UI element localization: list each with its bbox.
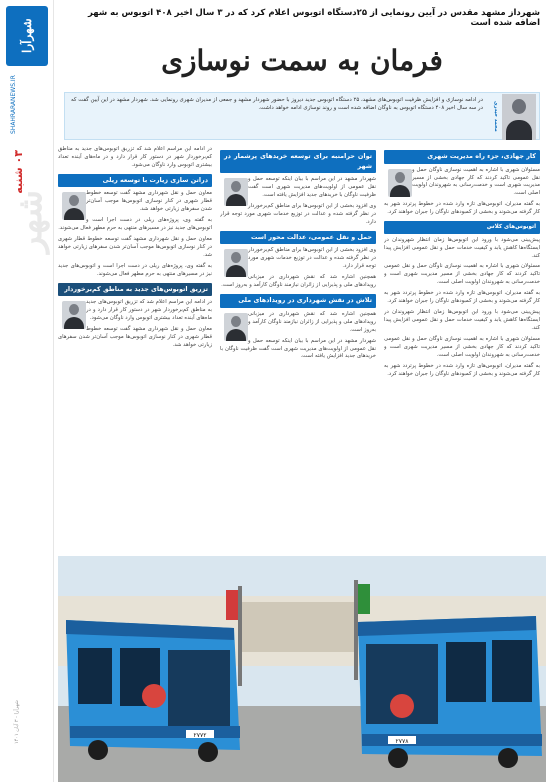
speaker-photo — [224, 178, 248, 206]
speaker-photo — [388, 169, 412, 197]
bus-photo — [58, 556, 546, 782]
column-middle — [220, 146, 376, 550]
body-paragraph: شهردار مشهد در این مراسم با بیان اینکه توسعه حمل و نقل عمومی از اولویت‌های مدیریت شهری است گفت ظرفیت ناوگان با خریدهای جدید افزایش یافته است. — [220, 337, 376, 360]
speaker-photo — [62, 301, 86, 329]
section-heading: توان حرامنبه برای توسعه خریدهای پرشمار در شهر — [220, 150, 376, 173]
column-right — [384, 146, 540, 550]
body-paragraph: وی افزود بخشی از این اتوبوس‌ها برای مناطق کم‌برخوردار در نظر گرفته شده و عدالت در توزیع خدمات شهری مورد توجه قرار دارد. — [248, 247, 376, 270]
flag-pole — [238, 586, 242, 686]
speaker-photo — [62, 192, 86, 220]
body-paragraph: همچنین اشاره شد که نقش شهرداری در میزبانی رویدادهای ملی و پذیرایی از زائران نیازمند ناوگان کارآمد و به‌روز است. — [221, 274, 376, 289]
article-kicker: شهرداز مشهد مقدس در آیین رونمایی از ۲۵دستگاه اتوبوس اعلام کرد که در ۳ سال اخیر ۴۰۸ اتوبوس به شهر اضافه شده است — [87, 8, 540, 29]
body-paragraph: به گفته مدیران، اتوبوس‌های تازه وارد شده در خطوط پرتردد شهر به کار گرفته می‌شوند و بخشی از کمبودهای ناوگان را جبران خواهند کرد. — [384, 290, 540, 305]
plate-number: ۲۷۷۸ — [395, 738, 409, 745]
flag — [358, 584, 370, 614]
body-paragraph: در ادامه این مراسم اعلام شد که تزریق اتوبوس‌های جدید به مناطق کم‌برخوردار شهر در دستور کار قرار دارد و در ماه‌های آینده تعداد بیشتری اتوبوس وارد ناوگان می‌شود. — [86, 299, 212, 322]
body-paragraph: معاون حمل و نقل شهرداری مشهد گفت توسعه خطوط قطار شهری در کنار نوسازی اتوبوس‌ها موجب آسان‌تر شدن سفرهای زیارتی خواهد شد. — [86, 190, 212, 213]
bus-window — [78, 648, 112, 704]
body-paragraph: همچنین اشاره شد که نقش شهرداری در میزبانی رویدادهای ملی و پذیرایی از زائران نیازمند ناوگان کارآمد و به‌روز است. — [248, 310, 376, 333]
flag-pole — [354, 580, 358, 680]
section-heading: دراتن سازی زیارت با توسعه ریلی — [58, 174, 212, 188]
masthead-strip — [0, 0, 54, 782]
lead-box — [64, 92, 540, 140]
building-facade — [238, 602, 358, 652]
bus-window — [492, 640, 532, 702]
wheel — [498, 748, 518, 768]
body-paragraph: به گفته وی، پروژه‌های ریلی در دست اجرا است و اتوبوس‌های جدید نیز در مسیرهای منتهی به حرم مطهر فعال می‌شوند. — [58, 262, 212, 277]
plate-number: ۲۷۷۲ — [193, 732, 207, 739]
body-paragraph: وی افزود بخشی از این اتوبوس‌ها برای مناطق کم‌برخوردار در نظر گرفته شده و عدالت در توزیع خدمات شهری مورد توجه قرار دارد. — [220, 203, 376, 225]
body-paragraph: به گفته وی، پروژه‌های ریلی در دست اجرا است و اتوبوس‌های جدید نیز در مسیرهای منتهی به حرم مطهر فعال می‌شوند. — [58, 217, 212, 232]
section-heading: تزریق اتوبوس‌های جدید به مناطق کم‌برخوردار — [58, 283, 212, 297]
speaker-photo — [224, 313, 248, 341]
flower-garland — [390, 694, 414, 718]
article-headline: فرمان به سمت نوسازی — [161, 44, 443, 77]
section-heading: کار جهادی، جزء راه مدیریت شهری — [384, 150, 540, 164]
author-photo — [502, 94, 536, 140]
flower-garland — [142, 684, 166, 708]
section-heading: تلاش در نقش شهرداری در رویدادهای ملی — [220, 294, 376, 308]
wheel — [88, 740, 108, 760]
lead-paragraph: در ادامه نوسازی و افزایش ظرفیت اتوبوس‌های مشهد، ۲۵ دستگاه اتوبوس جدید دیروز با حضور شهردار مشهد و جمعی از مدیران شهری رونمایی شد. شهردار مشهد در این آیین گفت که در سه سال اخیر ۴۰۸ دستگاه اتوبوس به ناوگان اضافه شده است و روند نوسازی ادامه خواهد داشت. — [71, 97, 484, 111]
speaker-photo — [224, 249, 248, 277]
footer-note: شهرآرا - ۳ آبان ۱۴۰۱ — [14, 700, 20, 745]
body-paragraph: شهردار مشهد در این مراسم با بیان اینکه توسعه حمل و نقل عمومی از اولویت‌های مدیریت شهری است گفت ظرفیت ناوگان با خریدهای جدید افزایش یافته است. — [248, 176, 376, 199]
body-paragraph: مسئولان شهری با اشاره به اهمیت نوسازی ناوگان حمل و نقل عمومی تاکید کردند که کار جهادی بخشی از مسیر مدیریت شهری است و خدمت‌رسانی به شهروندان اولویت اصلی است. — [412, 166, 540, 197]
body-paragraph: مسئولان شهری با اشاره به اهمیت نوسازی ناوگان حمل و نقل عمومی تاکید کردند که کار جهادی بخشی از مسیر مدیریت شهری است و خدمت‌رسانی به شهروندان اولویت اصلی است. — [384, 263, 540, 286]
bus-windshield — [168, 650, 230, 726]
website-label: SHAHRARANEWS.IR — [10, 75, 17, 135]
section-heading: اتوبوس‌های کلاس — [384, 221, 540, 233]
newspaper-logo: شهرآرا — [6, 6, 48, 66]
article-area — [58, 0, 546, 782]
bus-illustration — [58, 556, 546, 782]
wheel — [198, 742, 218, 762]
edition-label: ۰۳ شنبه — [12, 150, 25, 194]
body-paragraph: پیش‌بینی می‌شود با ورود این اتوبوس‌ها زمان انتظار شهروندان در ایستگاه‌ها کاهش یابد و کیفیت خدمات حمل و نقل عمومی افزایش پیدا کند. — [384, 236, 540, 259]
bus-window — [446, 642, 486, 702]
body-paragraph: به گفته مدیران، اتوبوس‌های تازه وارد شده در خطوط پرتردد شهر به کار گرفته می‌شوند و بخشی از کمبودهای ناوگان را جبران خواهند کرد. — [384, 201, 540, 216]
body-paragraph: مسئولان شهری با اشاره به اهمیت نوسازی ناوگان حمل و نقل عمومی تاکید کردند که کار جهادی بخشی از مسیر مدیریت شهری است و خدمت‌رسانی به شهروندان اولویت اصلی است. — [384, 335, 540, 358]
section-heading: حمل و نقل عمومی، عدالت محور است — [220, 231, 376, 245]
flag — [226, 590, 238, 620]
body-paragraph: معاون حمل و نقل شهرداری مشهد گفت توسعه خطوط قطار شهری در کنار نوسازی اتوبوس‌ها موجب آسان‌تر شدن سفرهای زیارتی خواهد شد. — [58, 326, 212, 349]
body-paragraph: به گفته مدیران، اتوبوس‌های تازه وارد شده در خطوط پرتردد شهر به کار گرفته می‌شوند و بخشی از کمبودهای ناوگان را جبران خواهند کرد. — [384, 362, 540, 377]
body-paragraph: پیش‌بینی می‌شود با ورود این اتوبوس‌ها زمان انتظار شهروندان در ایستگاه‌ها کاهش یابد و کیفیت خدمات حمل و نقل عمومی افزایش پیدا کند. — [384, 309, 540, 331]
masthead-watermark: شهر — [10, 190, 50, 253]
body-paragraph: در ادامه این مراسم اعلام شد که تزریق اتوبوس‌های جدید به مناطق کم‌برخوردار شهر در دستور کار قرار دارد و در ماه‌های آینده تعداد بیشتری اتوبوس وارد ناوگان می‌شود. — [58, 146, 212, 168]
author-name: محمد حیدری — [493, 100, 499, 132]
body-paragraph: معاون حمل و نقل شهرداری مشهد گفت توسعه خطوط قطار شهری در کنار نوسازی اتوبوس‌ها موجب آسان‌تر شدن سفرهای زیارتی خواهد شد. — [58, 236, 212, 258]
wheel — [388, 748, 408, 768]
column-left — [58, 146, 212, 550]
